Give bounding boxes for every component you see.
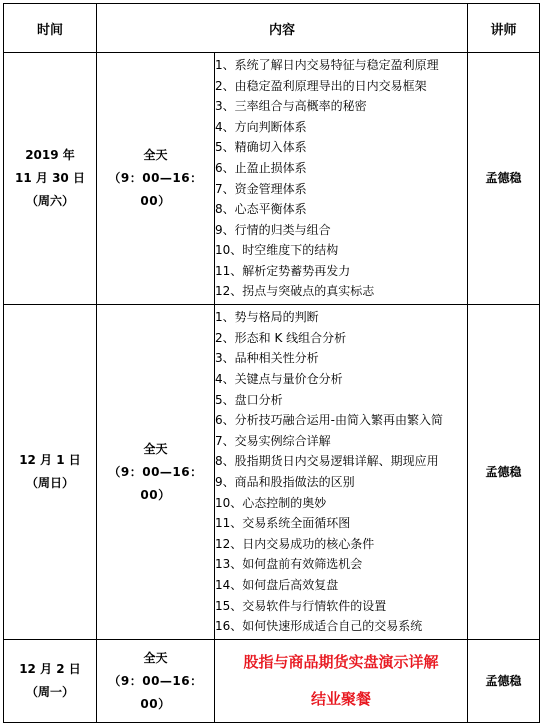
date-line: （周六）	[25, 194, 74, 208]
teacher-cell: 孟德稳	[468, 53, 540, 305]
time-range: （9：00—16：00）	[108, 171, 203, 208]
list-item: 7、交易实例综合详解	[215, 433, 331, 448]
time-cell	[97, 640, 215, 723]
date-cell	[4, 640, 97, 723]
list-item: 2、形态和 K 线组合分析	[215, 330, 347, 345]
list-item: 5、精确切入体系	[215, 140, 307, 155]
list-item: 11、解析定势蓄势再发力	[215, 263, 351, 278]
date-line: 12 月 1 日	[19, 453, 81, 467]
list-item: 8、股指期货日内交易逻辑详解、期现应用	[215, 454, 439, 469]
list-item: 12、拐点与突破点的真实标志	[215, 284, 375, 299]
list-item: 14、如何盘后高效复盘	[215, 577, 339, 592]
teacher-cell: 孟德稳	[468, 640, 540, 723]
date-cell	[4, 305, 97, 640]
content-cell	[215, 640, 468, 723]
time-label: 全天	[143, 148, 168, 162]
date-line: 2019 年	[25, 148, 75, 162]
time-cell	[97, 305, 215, 640]
list-item: 4、方向判断体系	[215, 119, 307, 134]
date-line: （周一）	[25, 685, 74, 699]
list-item: 6、止盈止损体系	[215, 160, 307, 175]
list-item: 3、三率组合与高概率的秘密	[215, 99, 367, 114]
time-label: 全天	[143, 650, 168, 665]
time-range: （9：00—16：00）	[108, 464, 203, 502]
highlight-line: 股指与商品期货实盘演示详解	[243, 653, 439, 671]
list-item: 6、分析技巧融合运用-由简入繁再由繁入简	[215, 413, 443, 428]
highlight-line: 结业聚餐	[311, 690, 372, 708]
list-item: 8、心态平衡体系	[215, 202, 307, 217]
list-item: 9、行情的归类与组合	[215, 222, 331, 237]
time-cell	[97, 53, 215, 305]
list-item: 1、系统了解日内交易特征与稳定盈利原理	[215, 57, 439, 72]
time-label: 全天	[143, 441, 168, 456]
list-item: 13、如何盘前有效筛选机会	[215, 557, 363, 572]
content-cell	[215, 53, 468, 305]
content-cell	[215, 305, 468, 640]
list-item: 7、资金管理体系	[215, 181, 307, 196]
list-item: 2、由稳定盈利原理导出的日内交易框架	[215, 78, 427, 93]
date-line: （周日）	[25, 476, 74, 490]
list-item: 11、交易系统全面循环图	[215, 516, 351, 531]
list-item: 5、盘口分析	[215, 392, 283, 407]
teacher-cell: 孟德稳	[468, 305, 540, 640]
date-line: 12 月 2 日	[19, 662, 81, 676]
header-teacher: 讲师	[468, 4, 540, 53]
table-row	[4, 640, 540, 723]
list-item: 10、心态控制的奥妙	[215, 495, 327, 510]
table-row	[4, 305, 540, 640]
date-line: 11 月 30 日	[15, 171, 85, 185]
list-item: 9、商品和股指做法的区别	[215, 475, 355, 489]
header-time: 时间	[4, 4, 97, 53]
time-range: （9：00—16：00）	[108, 673, 203, 711]
list-item: 4、关键点与量价仓分析	[215, 372, 343, 387]
list-item: 3、品种相关性分析	[215, 351, 319, 366]
list-item: 12、日内交易成功的核心条件	[215, 536, 375, 551]
list-item: 15、交易软件与行情软件的设置	[215, 598, 387, 613]
list-item: 16、如何快速形成适合自己的交易系统	[215, 619, 423, 634]
date-cell	[4, 53, 97, 305]
schedule-table	[3, 3, 540, 723]
header-row	[4, 4, 540, 53]
header-content: 内容	[97, 4, 468, 53]
list-item: 1、势与格局的判断	[215, 310, 319, 325]
table-row	[4, 53, 540, 305]
list-item: 10、时空维度下的结构	[215, 243, 339, 258]
